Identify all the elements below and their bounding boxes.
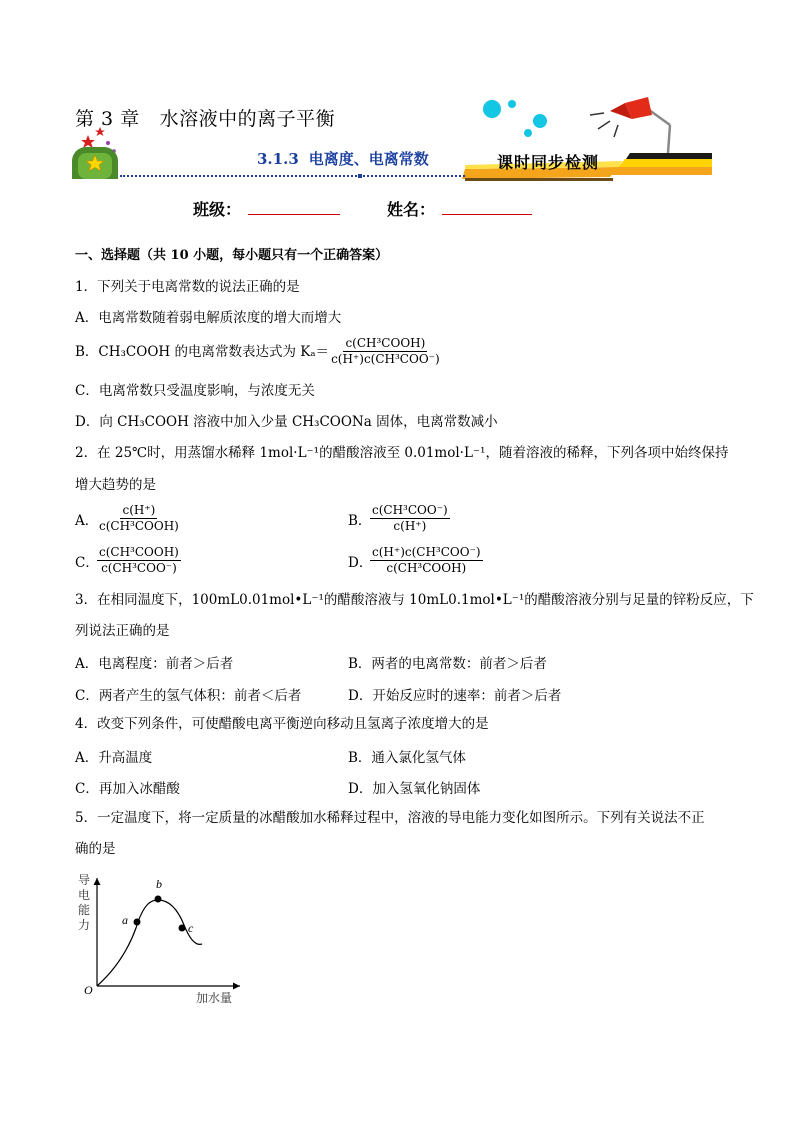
- bubbles-icon: [483, 100, 547, 137]
- q3-option-c: C．两者产生的氢气体积：前者＜后者: [75, 688, 302, 704]
- q2-option-a: [75, 503, 181, 534]
- y-axis-label-char: 能: [78, 903, 91, 917]
- banner-label: 课时同步检测: [497, 153, 600, 172]
- x-axis-label: 加水量: [196, 991, 233, 1005]
- point-b-marker: [155, 896, 162, 903]
- q2-option-c-fraction: [97, 545, 181, 576]
- fraction-numerator: c(H⁺)c(CH³COO⁻): [372, 545, 481, 559]
- q4-option-b: B．通入氯化氢气体: [348, 750, 466, 766]
- fraction-denominator: c(H⁺)c(CH³COO⁻): [331, 352, 440, 366]
- chapter-heading: [75, 104, 335, 131]
- point-b-label: b: [156, 877, 162, 891]
- y-axis-label-char: 电: [78, 888, 91, 902]
- desk-lamp-icon: [590, 97, 670, 153]
- q2-option-c: [75, 545, 181, 576]
- point-c-marker: [179, 925, 186, 932]
- q2-option-b-fraction: [370, 503, 450, 534]
- option-label: D．: [348, 554, 373, 571]
- section-heading: [257, 148, 429, 169]
- option-label: A．: [75, 512, 99, 529]
- option-label: C．: [75, 554, 99, 571]
- class-label: 班级：: [193, 200, 242, 219]
- q1-stem: 1．下列关于电离常数的说法正确的是: [75, 279, 300, 295]
- q3-stem-line1: 3．在相同温度下，100mL0.01mol•L⁻¹的醋酸溶液与 10mL0.1mol•L⁻¹的醋酸溶液分别与足量的锌粉反应，下: [75, 592, 754, 608]
- fraction-denominator: c(CH³COOH): [99, 519, 179, 533]
- section-title: 电离度、电离常数: [308, 150, 429, 168]
- point-a-label: a: [122, 913, 128, 927]
- q2-option-d-fraction: [370, 545, 483, 576]
- badge-star-icon: [72, 147, 118, 179]
- name-label: 姓名：: [387, 200, 436, 219]
- divider-dot: [358, 174, 362, 178]
- questions-section-heading: 一、选择题（共 10 小题，每小题只有一个正确答案）: [75, 248, 389, 263]
- q5-stem-line2: 确的是: [75, 841, 116, 857]
- q3-option-a: A．电离程度：前者＞后者: [75, 656, 234, 672]
- q2-option-d: [348, 545, 483, 576]
- fraction-numerator: c(CH³COOH): [345, 336, 426, 350]
- fraction-denominator: c(H⁺): [393, 519, 427, 533]
- fraction-numerator: c(H⁺): [122, 503, 156, 517]
- q2-stem-line1: 2．在 25℃时，用蒸馏水稀释 1mol·L⁻¹的醋酸溶液至 0.01mol·L⁻¹，随着溶液的稀释，下列各项中始终保持: [75, 445, 729, 461]
- conductivity-figure: [70, 870, 270, 1010]
- q4-option-c: C．再加入冰醋酸: [75, 781, 180, 797]
- q5-stem-line1: 5．一定温度下，将一定质量的冰醋酸加水稀释过程中，溶液的导电能力变化如图所示。下列有关说法不正: [75, 810, 705, 826]
- q1-option-b: [75, 336, 442, 367]
- q4-option-d: D．加入氢氧化钠固体: [348, 781, 481, 797]
- q4-option-a: A．升高温度: [75, 750, 153, 766]
- origin-label: O: [84, 983, 93, 997]
- fraction-numerator: c(CH³COO⁻): [372, 503, 448, 517]
- q4-stem: 4．改变下列条件，可使醋酸电离平衡逆向移动且氢离子浓度增大的是: [75, 716, 489, 732]
- y-axis-label-char: 导: [78, 873, 91, 887]
- option-label: B．: [348, 512, 372, 529]
- q3-option-d: D．开始反应时的速率：前者＞后者: [348, 688, 562, 704]
- name-field[interactable]: [442, 214, 532, 215]
- point-c-label: c: [188, 921, 194, 935]
- q1-option-b-fraction: [329, 336, 442, 367]
- fraction-denominator: c(CH³COOH): [386, 561, 467, 575]
- y-axis-label-char: 力: [78, 918, 91, 932]
- y-axis-label: [78, 873, 90, 932]
- q1-option-b-prefix: B．CH₃COOH 的电离常数表达式为 Kₐ＝: [75, 343, 330, 360]
- q1-option-d: D．向 CH₃COOH 溶液中加入少量 CH₃COONa 固体，电离常数减小: [75, 414, 498, 430]
- q3-stem-line2: 列说法正确的是: [75, 623, 170, 639]
- q1-option-a: A．电离常数随着弱电解质浓度的增大而增大: [75, 310, 342, 326]
- q3-option-b: B．两者的电离常数：前者＞后者: [348, 656, 547, 672]
- chapter-number: 第 3 章: [75, 108, 140, 130]
- fraction-denominator: c(CH³COO⁻): [101, 561, 177, 575]
- chapter-title: 水溶液中的离子平衡: [159, 108, 336, 130]
- fraction-numerator: c(CH³COOH): [99, 545, 179, 559]
- class-field[interactable]: [248, 214, 340, 215]
- point-a-marker: [134, 919, 141, 926]
- section-number: 3.1.3: [257, 150, 299, 168]
- dotted-divider: [120, 175, 465, 177]
- conductivity-curve: [97, 900, 202, 986]
- q1-option-c: C．电离常数只受温度影响，与浓度无关: [75, 383, 315, 399]
- q2-stem-line2: 增大趋势的是: [75, 477, 156, 493]
- q2-option-a-fraction: [97, 503, 181, 534]
- q2-option-b: [348, 503, 450, 534]
